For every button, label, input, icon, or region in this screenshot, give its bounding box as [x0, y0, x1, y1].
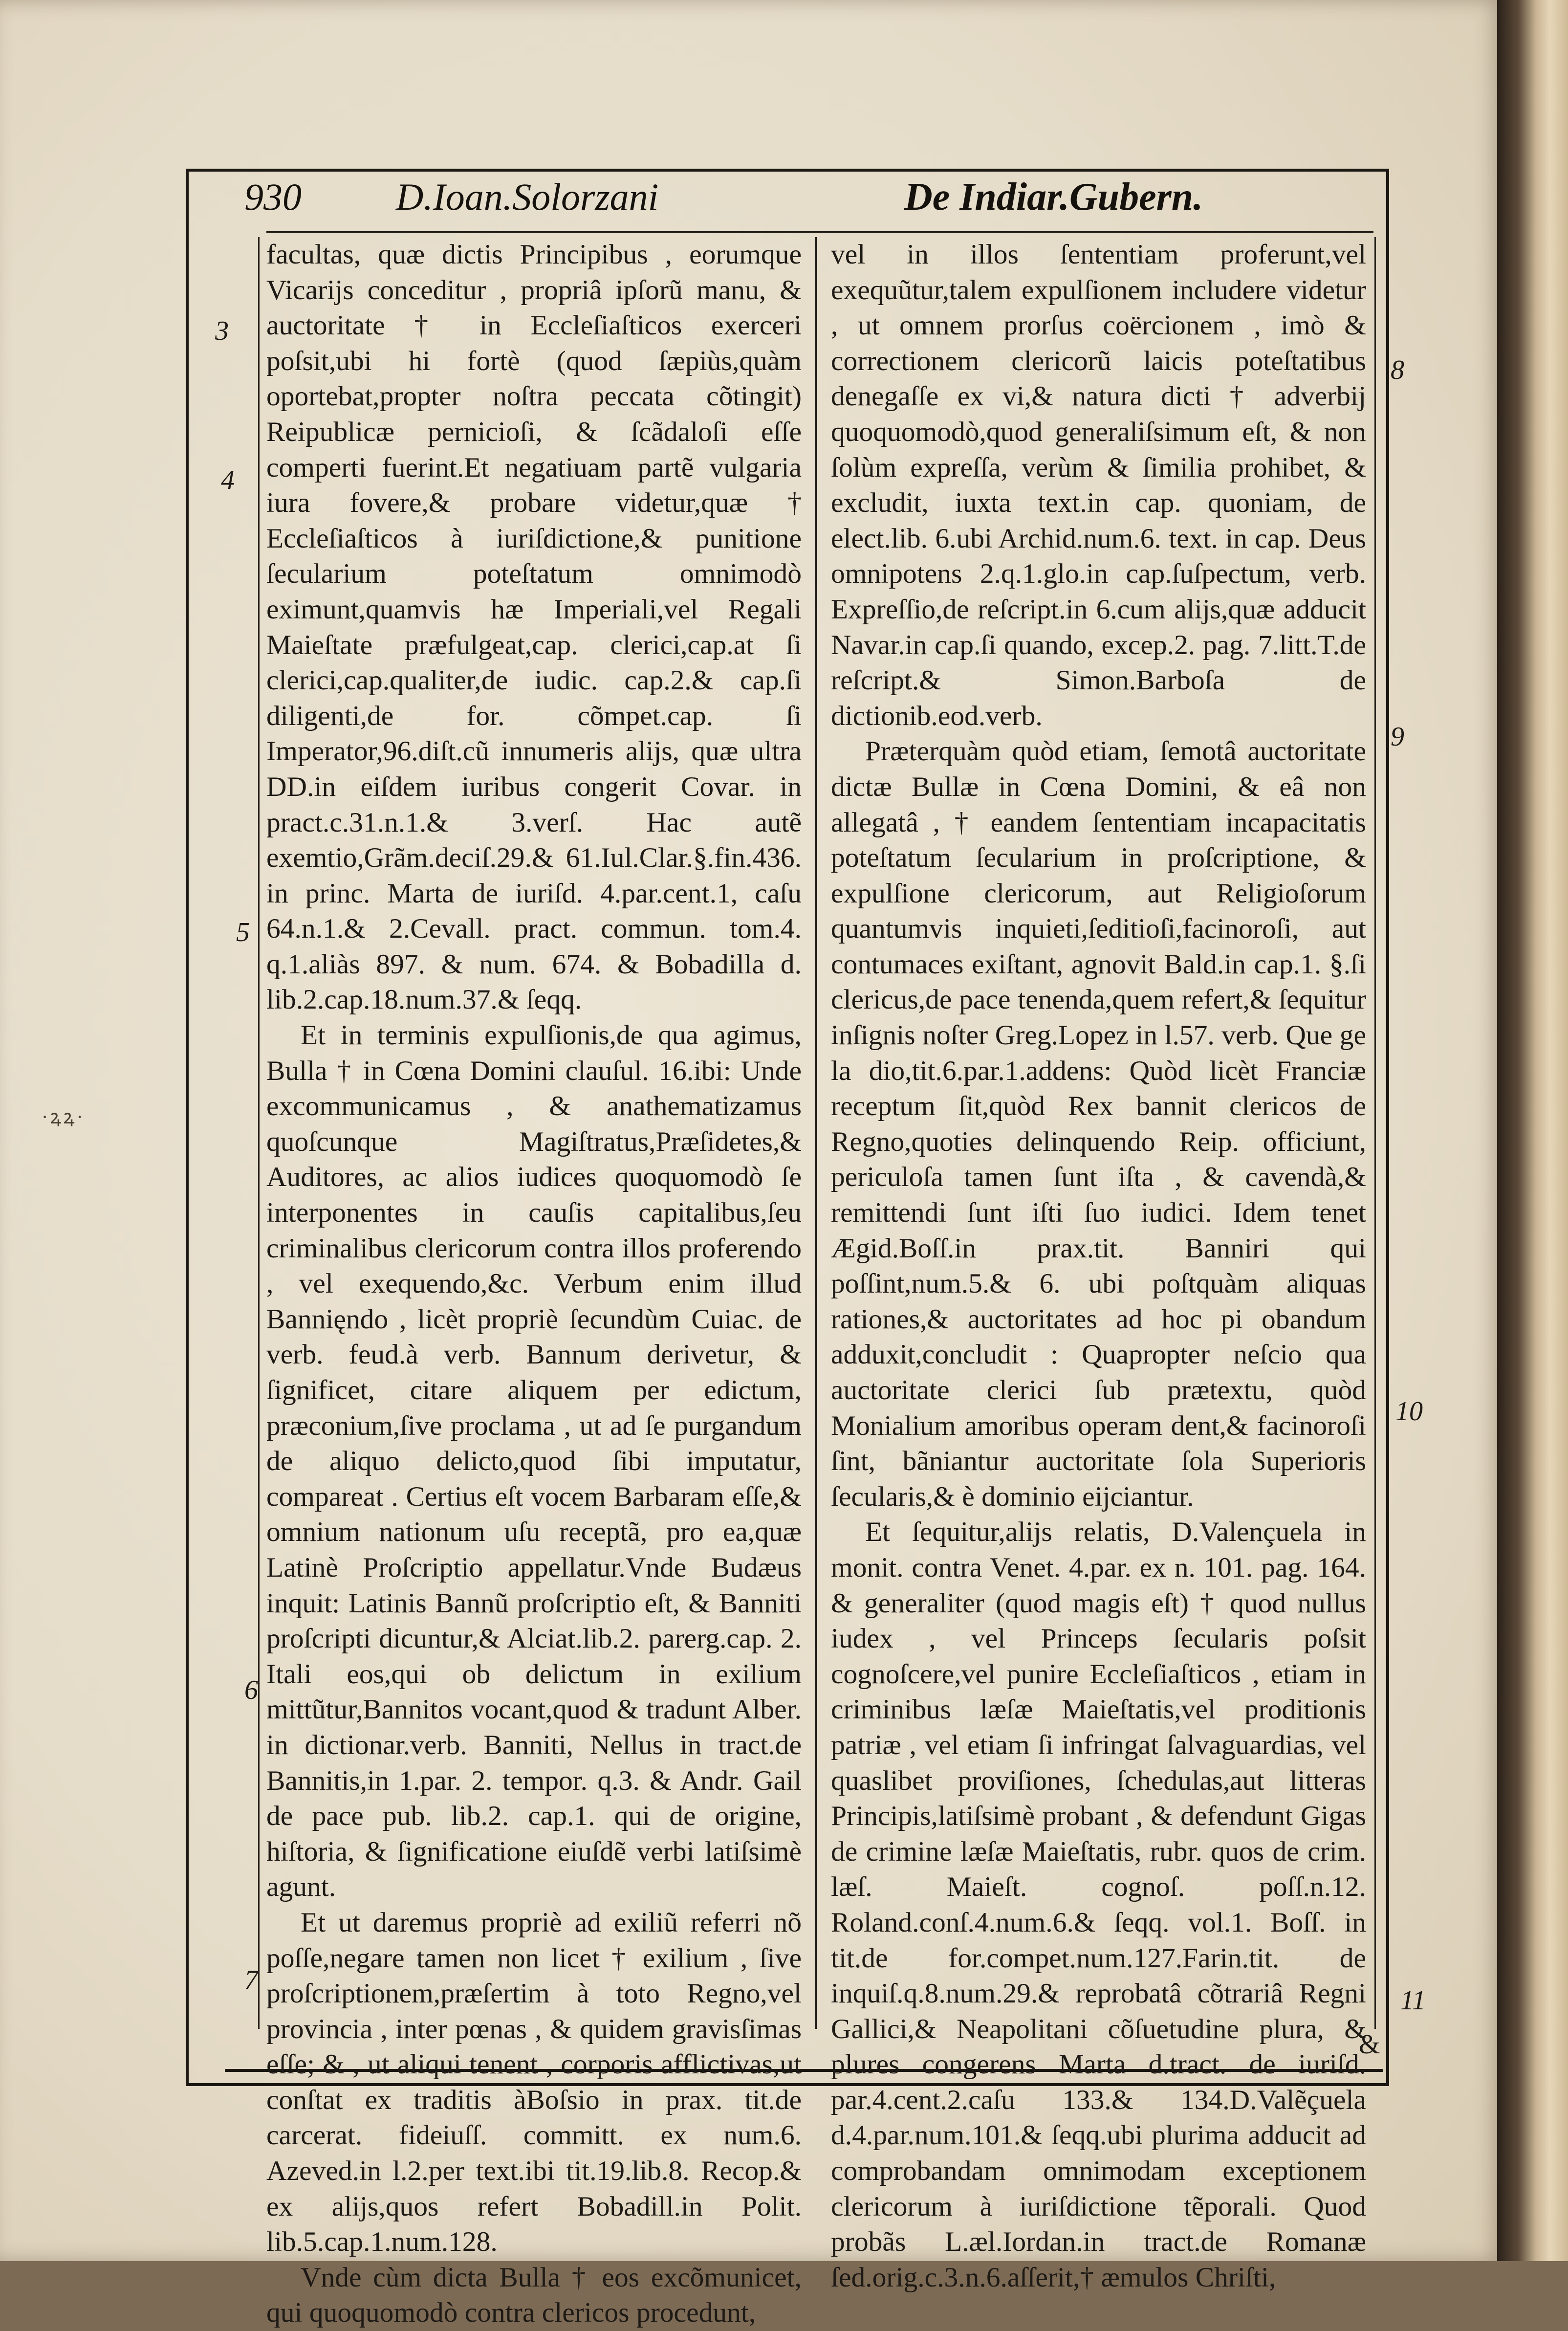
right-column-rule [1374, 237, 1376, 2029]
right-text-column [831, 237, 1366, 2293]
running-title: De Indiar.Gubern. [904, 176, 1203, 219]
left-text-column [266, 237, 802, 2329]
running-header [244, 166, 1261, 220]
paragraph: Et ut daremus propriè ad exiliũ referri nõ poſſe,negare tamen non licet † exilium , ſive proſcriptionem,præſertim à toto Regno,vel provincia , inter pœnas , & quidem gravisſimas eſſe; & , ut aliqui tenent , corporis afflictivas,ut conſtat ex traditis àBoſsio in prax. tit.de carcerat. fideiuſſ. committ. ex num.6. Azeved.in l.2.per text.ibi tit.19.lib.8. Recop.& ex alijs,quos refert Bobadill.in Polit. lib.5.cap.1.num.128. [266, 1907, 802, 2258]
paragraph: Præterquàm quòd etiam, ſemotâ auctoritate dictæ Bullæ in Cœna Domini, & eâ non allegatâ , † eandem ſententiam incapacitatis poteſtatum ſecularium in proſcriptione, & expulſione clericorum, aut Religioſorum quantumvis inquieti,ſeditioſi,facinoroſi, aut contumaces exiſtant, agnovit Bald.in cap.1. §.ſi clericus,de pace tenenda,quem refert,& ſequitur inſignis noſter Greg.Lopez in l.57. verb. Que ge la dio,tit.6.par.1.addens: Quòd licèt Franciæ receptum ſit,quòd Rex bannit clericos de Regno,quoties delinquendo Reip. officiunt, periculoſa tamen ſunt iſta , & cavendà,& remittendi ſunt iſti ſuo iudici. Idem tenet Ægid.Boſſ.in prax.tit. Banniri qui poſſint,num.5.& 6. ubi poſtquàm aliquas rationes,& auctoritates ad hoc pi obandum adduxit,concludit : Quapropter neſcio qua auctoritate clerici ſub prætextu, quòd Monialium amoribus operam dent,& facinoroſi ſint, bãniantur auctoritate ſola Superioris ſecularis,& è dominio eijciantur. [831, 736, 1366, 1512]
column-divider [815, 237, 817, 2029]
book-spine-edge [1497, 0, 1568, 2261]
running-author: D.Ioan.Solorzani [396, 176, 659, 218]
margin-number: 7 [244, 1965, 258, 1995]
paragraph: vel in illos ſententiam proferunt,vel exequũtur,talem expulſionem includere videtur , ut omnem prorſus coërcionem , imò & correctionem clericorũ laicis poteſtatibus denegaſſe ex vi,& natura dicti † adverbij quoquomodò,quod generaliſsimum eſt, & non ſolùm expreſſa, verùm & ſimilia prohibet, & excludit, iuxta text.in cap. quoniam, de elect.lib. 6.ubi Archid.num.6. text. in cap. Deus omnipotens 2.q.1.glo.in cap.ſuſpectum, verb. Expreſſio,de reſcript.in 6.cum alijs,quæ adducit Navar.in cap.ſi quando, excep.2. pag. 7.litt.T.de reſcript.& Simon.Barboſa de dictionib.eod.verb. [831, 239, 1366, 731]
margin-number: 3 [215, 316, 229, 346]
margin-number: 9 [1391, 722, 1404, 752]
margin-number: 10 [1395, 1396, 1423, 1427]
margin-number: 5 [236, 917, 250, 947]
margin-number: 8 [1391, 355, 1404, 385]
page-number: 930 [244, 176, 302, 218]
margin-number: 4 [221, 465, 235, 495]
stray-ink-mark: ·ꝝꝝ· [42, 1106, 85, 1128]
paragraph: Et ſequitur,alijs relatis, D.Valençuela in monit. contra Venet. 4.par. ex n. 101. pag. 164. & generaliter (quod magis eſt) † quod nullus iudex , vel Princeps ſecularis poſsit cognoſcere,vel punire Eccleſiaſticos , etiam in criminibus læſæ Maieſtatis,vel proditionis patriæ , vel etiam ſi infringat ſalvaguardias, vel quaslibet proviſiones, ſchedulas,aut litteras Principis,latiſsimè probant , & defendunt Gigas de crimine læſæ Maieſtatis, rubr. quos de crim. læſ. Maieſt. cognoſ. poſſ.n.12. Roland.conſ.4.num.6.& ſeqq. vol.1. Boſſ. in tit.de for.compet.num.127.Farin.tit. de inquiſ.q.8.num.29.& reprobatâ cõtrariâ Regni Gallici,& Neapolitani cõſuetudine plura, & plures congerens Marta d.tract. de iuriſd. par.4.cent.2.caſu 133.& 134.D.Valẽçuela d.4.par.num.101.& ſeqq.ubi plurima adducit ad comprobandam omnimodam exceptionem clericorum à iuriſdictione tẽporali. Quod probãs L.æl.Iordan.in tract.de Romanæ ſed.orig.c.3.n.6.aſſerit,† æmulos Chriſti, [831, 1517, 1366, 2293]
paragraph: facultas, quæ dictis Principibus , eorumque Vicarijs conceditur , propriâ ipſorũ manu, & auctoritate † in Eccleſiaſticos exerceri poſsit,ubi hi fortè (quod ſæpiùs,quàm oportebat,propter noſtra peccata cõtingit) Reipublicæ pernicioſi, & ſcãdaloſi eſſe comperti fuerint.Et negatiuam partẽ vulgaria iura fovere,& probare videtur,quæ † Eccleſiaſticos à iuriſdictione,& punitione ſecularium poteſtatum omnimodò eximunt,quamvis hæ Imperiali,vel Regali Maieſtate præfulgeat,cap. clerici,cap.at ſi clerici,cap.qualiter,de iudic. cap.2.& cap.ſi diligenti,de for. cõmpet.cap. ſi Imperator,96.diſt.cũ innumeris alijs, quæ ultra DD.in eiſdem iuribus congerit Covar. in pract.c.31.n.1.& 3.verſ. Hac autẽ exemtio,Grãm.deciſ.29.& 61.Iul.Clar.§.fin.436. in princ. Marta de iuriſd. 4.par.cent.1, caſu 64.n.1.& 2.Cevall. pract. commun. tom.4. q.1.aliàs 897. & num. 674. & Bobadilla d. lib.2.cap.18.num.37.& ſeqq. [266, 239, 802, 1015]
margin-number: 6 [244, 1675, 258, 1705]
margin-number: 11 [1400, 1985, 1426, 2016]
left-column-rule [258, 237, 260, 2029]
paragraph: Vnde cùm dicta Bulla † eos excõmunicet, qui quoquomodò contra clericos procedunt, [266, 2262, 802, 2329]
catchword: & [1359, 2029, 1380, 2060]
header-rule [266, 231, 1373, 233]
paragraph: Et in terminis expulſionis,de qua agimus, Bulla † in Cœna Domini clauſul. 16.ibi: Unde excommunicamus , & anathematizamus quoſcunque Magiſtratus,Præſidetes,& Auditores, ac alios iudices quoquomodò ſe interponentes in cauſis capitalibus,ſeu criminalibus clericorum contra illos proferendo , vel exequendo,&c. Verbum enim illud Bannięndo , licèt propriè ſecundùm Cuiac. de verb. feud.à verb. Bannum derivetur, & ſignificet, citare aliquem per edictum, præconium,ſive proclama , ut ad ſe purgandum de aliquo delicto,quod ſibi imputatur, compareat . Certius eſt vocem Barbaram eſſe,& omnium nationum uſu receptã, pro ea,quæ Latinè Proſcriptio appellatur.Vnde Budæus inquit: Latinis Bannũ proſcriptio eſt, & Banniti proſcripti dicuntur,& Alciat.lib.2. parerg.cap. 2. Itali eos,qui ob delictum in exilium mittũtur,Bannitos vocant,quod & tradunt Alber. in dictionar.verb. Banniti, Nellus in tract.de Bannitis,in 1.par. 2. tempor. q.3. & Andr. Gail de pace pub. lib.2. cap.1. qui de origine, hiſtoria, & ſignificatione eiuſdẽ verbi latiſsimè agunt. [266, 1020, 802, 1903]
